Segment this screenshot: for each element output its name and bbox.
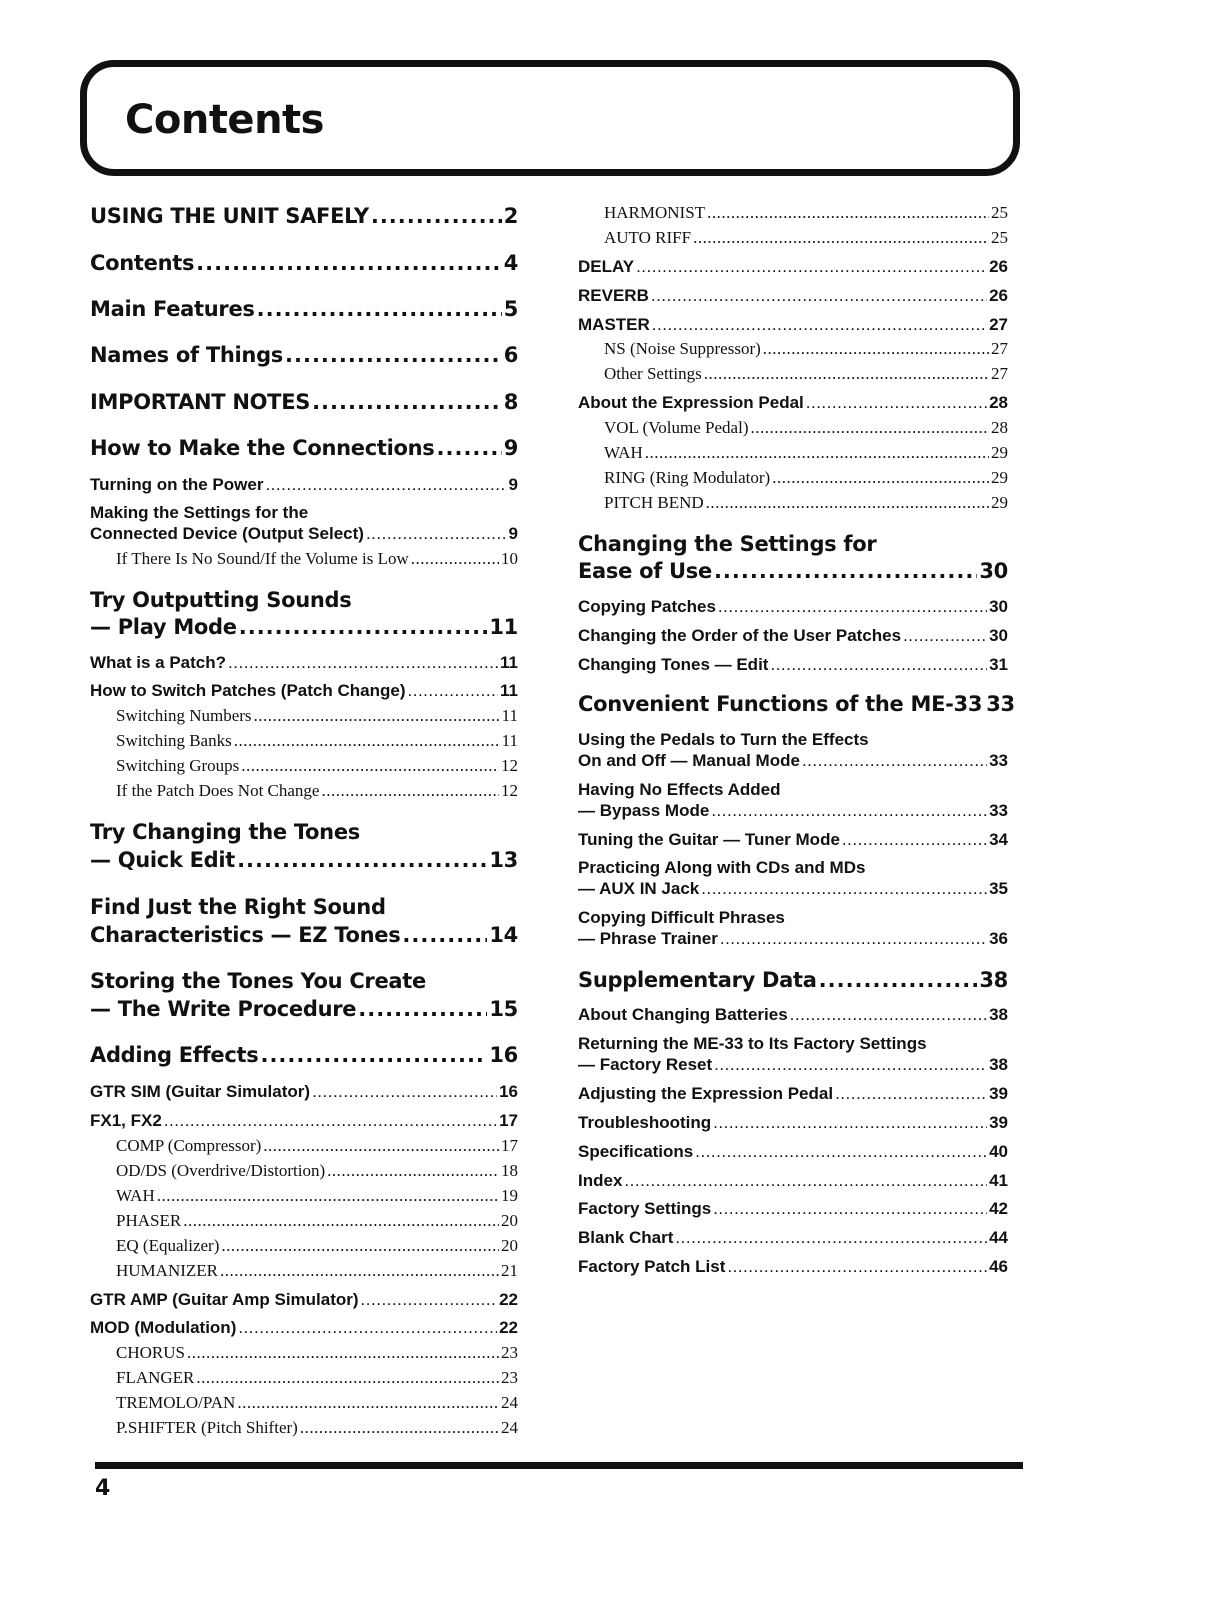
page-number: 24 — [501, 1418, 518, 1437]
page-number: 6 — [503, 343, 518, 367]
toc-entry[interactable]: Characteristics — EZ Tones ..... 14 — [90, 923, 518, 947]
page-number: 12 — [501, 781, 518, 800]
page-number: 41 — [989, 1171, 1008, 1190]
page-number: 13 — [489, 848, 518, 872]
page-number: 33 — [986, 692, 1015, 716]
toc-entry-line1: Copying Difficult Phrases — [578, 908, 785, 927]
toc-entry[interactable]: How to Make the Connections ..... 9 — [90, 436, 518, 460]
toc-entry[interactable]: What is a Patch? ..... 11 — [90, 653, 518, 673]
toc-entry[interactable]: PHASER ..... 20 — [90, 1211, 518, 1231]
toc-entry[interactable]: Switching Groups ..... 12 — [90, 756, 518, 776]
toc-entry[interactable]: — Phrase Trainer ..... 36 — [578, 929, 1008, 949]
toc-entry[interactable]: VOL (Volume Pedal) ..... 28 — [578, 418, 1008, 438]
page-number: 20 — [501, 1211, 518, 1230]
footer-rule — [95, 1462, 1023, 1469]
page-number: 28 — [989, 393, 1008, 412]
page-number: 20 — [501, 1236, 518, 1255]
toc-entry[interactable]: MOD (Modulation) ..... 22 — [90, 1318, 518, 1338]
page-number: 27 — [991, 339, 1008, 358]
page-number: 5 — [503, 297, 518, 321]
page-number: 38 — [989, 1005, 1008, 1024]
toc-entry[interactable]: Changing the Order of the User Patches ..... 30 — [578, 626, 1008, 646]
page-number: 33 — [989, 751, 1008, 770]
page-number: 19 — [501, 1186, 518, 1205]
toc-entry[interactable]: If the Patch Does Not Change ..... 12 — [90, 781, 518, 801]
page-number: 27 — [989, 315, 1008, 334]
toc-entry[interactable]: — Quick Edit ..... 13 — [90, 848, 518, 872]
toc-entry[interactable]: — Bypass Mode ..... 33 — [578, 801, 1008, 821]
toc-entry[interactable]: HUMANIZER ..... 21 — [90, 1261, 518, 1281]
toc-entry[interactable]: COMP (Compressor) ..... 17 — [90, 1136, 518, 1156]
toc-entry[interactable]: Contents ..... 4 — [90, 251, 518, 275]
toc-entry[interactable]: Troubleshooting ..... 39 — [578, 1113, 1008, 1133]
page-number: 25 — [991, 203, 1008, 222]
toc-entry[interactable]: RING (Ring Modulator) ..... 29 — [578, 468, 1008, 488]
toc-entry[interactable]: USING THE UNIT SAFELY ..... 2 — [90, 204, 518, 228]
toc-entry[interactable]: OD/DS (Overdrive/Distortion) ..... 18 — [90, 1161, 518, 1181]
page-number: 21 — [501, 1261, 518, 1280]
page-number: 29 — [991, 493, 1008, 512]
toc-entry-line1: Try Outputting Sounds — [90, 588, 352, 612]
page-number: 28 — [991, 418, 1008, 437]
toc-entry[interactable]: NS (Noise Suppressor) ..... 27 — [578, 339, 1008, 359]
toc-entry-line1: Practicing Along with CDs and MDs — [578, 858, 866, 877]
page-number: 29 — [991, 443, 1008, 462]
toc-entry[interactable]: REVERB ..... 26 — [578, 286, 1008, 306]
toc-entry[interactable]: FX1, FX2 ..... 17 — [90, 1111, 518, 1131]
toc-entry[interactable]: HARMONIST ..... 25 — [578, 203, 1008, 223]
page-number-footer: 4 — [95, 1476, 111, 1501]
toc-entry[interactable]: Ease of Use ..... 30 — [578, 559, 1008, 583]
page-number: 31 — [989, 655, 1008, 674]
page-number: 15 — [489, 997, 518, 1021]
page-number: 27 — [991, 364, 1008, 383]
toc-entry[interactable]: Factory Settings ..... 42 — [578, 1199, 1008, 1219]
page-number: 42 — [989, 1199, 1008, 1218]
toc-entry[interactable]: About Changing Batteries ..... 38 — [578, 1005, 1008, 1025]
toc-entry[interactable]: P.SHIFTER (Pitch Shifter) ..... 24 — [90, 1418, 518, 1438]
toc-entry[interactable]: Factory Patch List ..... 46 — [578, 1257, 1008, 1277]
page-number: 33 — [989, 801, 1008, 820]
page-number: 26 — [989, 286, 1008, 305]
toc-entry[interactable]: MASTER ..... 27 — [578, 315, 1008, 335]
toc-entry[interactable]: — The Write Procedure ..... 15 — [90, 997, 518, 1021]
toc-entry-line1: Making the Settings for the — [90, 503, 309, 522]
toc-entry[interactable]: — Play Mode ..... 11 — [90, 615, 518, 639]
toc-entry[interactable]: — Factory Reset ..... 38 — [578, 1055, 1008, 1075]
toc-entry-line1: Using the Pedals to Turn the Effects — [578, 730, 869, 749]
header-box — [80, 60, 1020, 176]
toc-entry[interactable]: AUTO RIFF ..... 25 — [578, 228, 1008, 248]
toc-entry[interactable]: Changing Tones — Edit ..... 31 — [578, 655, 1008, 675]
page-number: 22 — [499, 1290, 518, 1309]
toc-entry[interactable]: If There Is No Sound/If the Volume is Low ..... 10 — [90, 549, 518, 569]
page-number: 10 — [501, 549, 518, 568]
toc-entry[interactable]: WAH ..... 29 — [578, 443, 1008, 463]
toc-entry[interactable]: GTR AMP (Guitar Amp Simulator) ..... 22 — [90, 1290, 518, 1310]
toc-entry[interactable]: FLANGER ..... 23 — [90, 1368, 518, 1388]
page-number: 17 — [501, 1136, 518, 1155]
toc-entry[interactable]: GTR SIM (Guitar Simulator) ..... 16 — [90, 1082, 518, 1102]
page-number: 25 — [991, 228, 1008, 247]
page-number: 30 — [989, 626, 1008, 645]
toc-entry[interactable]: Adding Effects ..... 16 — [90, 1043, 518, 1067]
toc-entry[interactable]: Specifications ..... 40 — [578, 1142, 1008, 1162]
page-number: 35 — [989, 879, 1008, 898]
toc-entry[interactable]: Connected Device (Output Select) ..... 9 — [90, 524, 518, 544]
toc-entry[interactable]: TREMOLO/PAN ..... 24 — [90, 1393, 518, 1413]
page-number: 30 — [979, 559, 1008, 583]
page-number: 38 — [989, 1055, 1008, 1074]
page-number: 9 — [503, 436, 518, 460]
toc-entry-line1: Having No Effects Added — [578, 780, 781, 799]
toc-entry[interactable]: Copying Patches ..... 30 — [578, 597, 1008, 617]
page-number: 9 — [508, 475, 518, 494]
toc-entry[interactable]: Tuning the Guitar — Tuner Mode ..... 34 — [578, 830, 1008, 850]
toc-entry[interactable]: Turning on the Power ..... 9 — [90, 475, 518, 495]
page-number: 4 — [503, 251, 518, 275]
toc-entry[interactable]: — AUX IN Jack ..... 35 — [578, 879, 1008, 899]
page-number: 30 — [989, 597, 1008, 616]
page-number: 36 — [989, 929, 1008, 948]
page-number: 23 — [501, 1343, 518, 1362]
page-number: 38 — [979, 968, 1008, 992]
toc-entry[interactable]: Switching Banks ..... 11 — [90, 731, 518, 751]
toc-entry-line1: Storing the Tones You Create — [90, 969, 426, 993]
page-number: 39 — [989, 1084, 1008, 1103]
toc-entry[interactable]: DELAY ..... 26 — [578, 257, 1008, 277]
page-number: 14 — [489, 923, 518, 947]
toc-entry[interactable]: Main Features ..... 5 — [90, 297, 518, 321]
toc-entry[interactable]: Adjusting the Expression Pedal ..... 39 — [578, 1084, 1008, 1104]
toc-entry-line1: Find Just the Right Sound — [90, 895, 386, 919]
page-number: 11 — [501, 706, 518, 725]
page-number: 16 — [489, 1043, 518, 1067]
toc-entry[interactable]: Names of Things ..... 6 — [90, 343, 518, 367]
page-number: 40 — [989, 1142, 1008, 1161]
toc-entry[interactable]: Convenient Functions of the ME-33 33 — [578, 692, 1015, 716]
toc-entry[interactable]: CHORUS ..... 23 — [90, 1343, 518, 1363]
page-number: 2 — [503, 204, 518, 228]
page-number: 22 — [499, 1318, 518, 1337]
page-number: 34 — [989, 830, 1008, 849]
page-number: 26 — [989, 257, 1008, 276]
toc-entry[interactable]: Other Settings ..... 27 — [578, 364, 1008, 384]
page-number: 11 — [500, 681, 518, 700]
page-number: 46 — [989, 1257, 1008, 1276]
toc-entry[interactable]: About the Expression Pedal ..... 28 — [578, 393, 1008, 413]
toc-entry[interactable]: Blank Chart ..... 44 — [578, 1228, 1008, 1248]
toc-entry[interactable]: On and Off — Manual Mode ..... 33 — [578, 751, 1008, 771]
page-number: 11 — [501, 731, 518, 750]
toc-entry[interactable]: How to Switch Patches (Patch Change) ..... 11 — [90, 681, 518, 701]
page-number: 12 — [501, 756, 518, 775]
page-number: 44 — [989, 1228, 1008, 1247]
page-number: 17 — [499, 1111, 518, 1130]
toc-entry-line1: Changing the Settings for — [578, 532, 877, 556]
page-number: 9 — [508, 524, 518, 543]
toc-entry-line1: Returning the ME-33 to Its Factory Settings — [578, 1034, 927, 1053]
toc-entry[interactable]: Index ..... 41 — [578, 1171, 1008, 1191]
page-number: 11 — [500, 653, 518, 672]
page-number: 16 — [499, 1082, 518, 1101]
toc-entry[interactable]: EQ (Equalizer) ..... 20 — [90, 1236, 518, 1256]
page-number: 23 — [501, 1368, 518, 1387]
page-number: 24 — [501, 1393, 518, 1412]
page-number: 11 — [489, 615, 518, 639]
toc-entry[interactable]: Supplementary Data ..... 38 — [578, 968, 1008, 992]
toc-entry[interactable]: Switching Numbers ..... 11 — [90, 706, 518, 726]
toc-entry[interactable]: IMPORTANT NOTES ..... 8 — [90, 390, 518, 414]
toc-entry-line1: Try Changing the Tones — [90, 820, 360, 844]
toc-entry[interactable]: WAH ..... 19 — [90, 1186, 518, 1206]
page-number: 8 — [503, 390, 518, 414]
page-number: 39 — [989, 1113, 1008, 1132]
page-number: 18 — [501, 1161, 518, 1180]
page-title: Contents — [125, 97, 324, 143]
toc-entry[interactable]: PITCH BEND ..... 29 — [578, 493, 1008, 513]
page-number: 29 — [991, 468, 1008, 487]
